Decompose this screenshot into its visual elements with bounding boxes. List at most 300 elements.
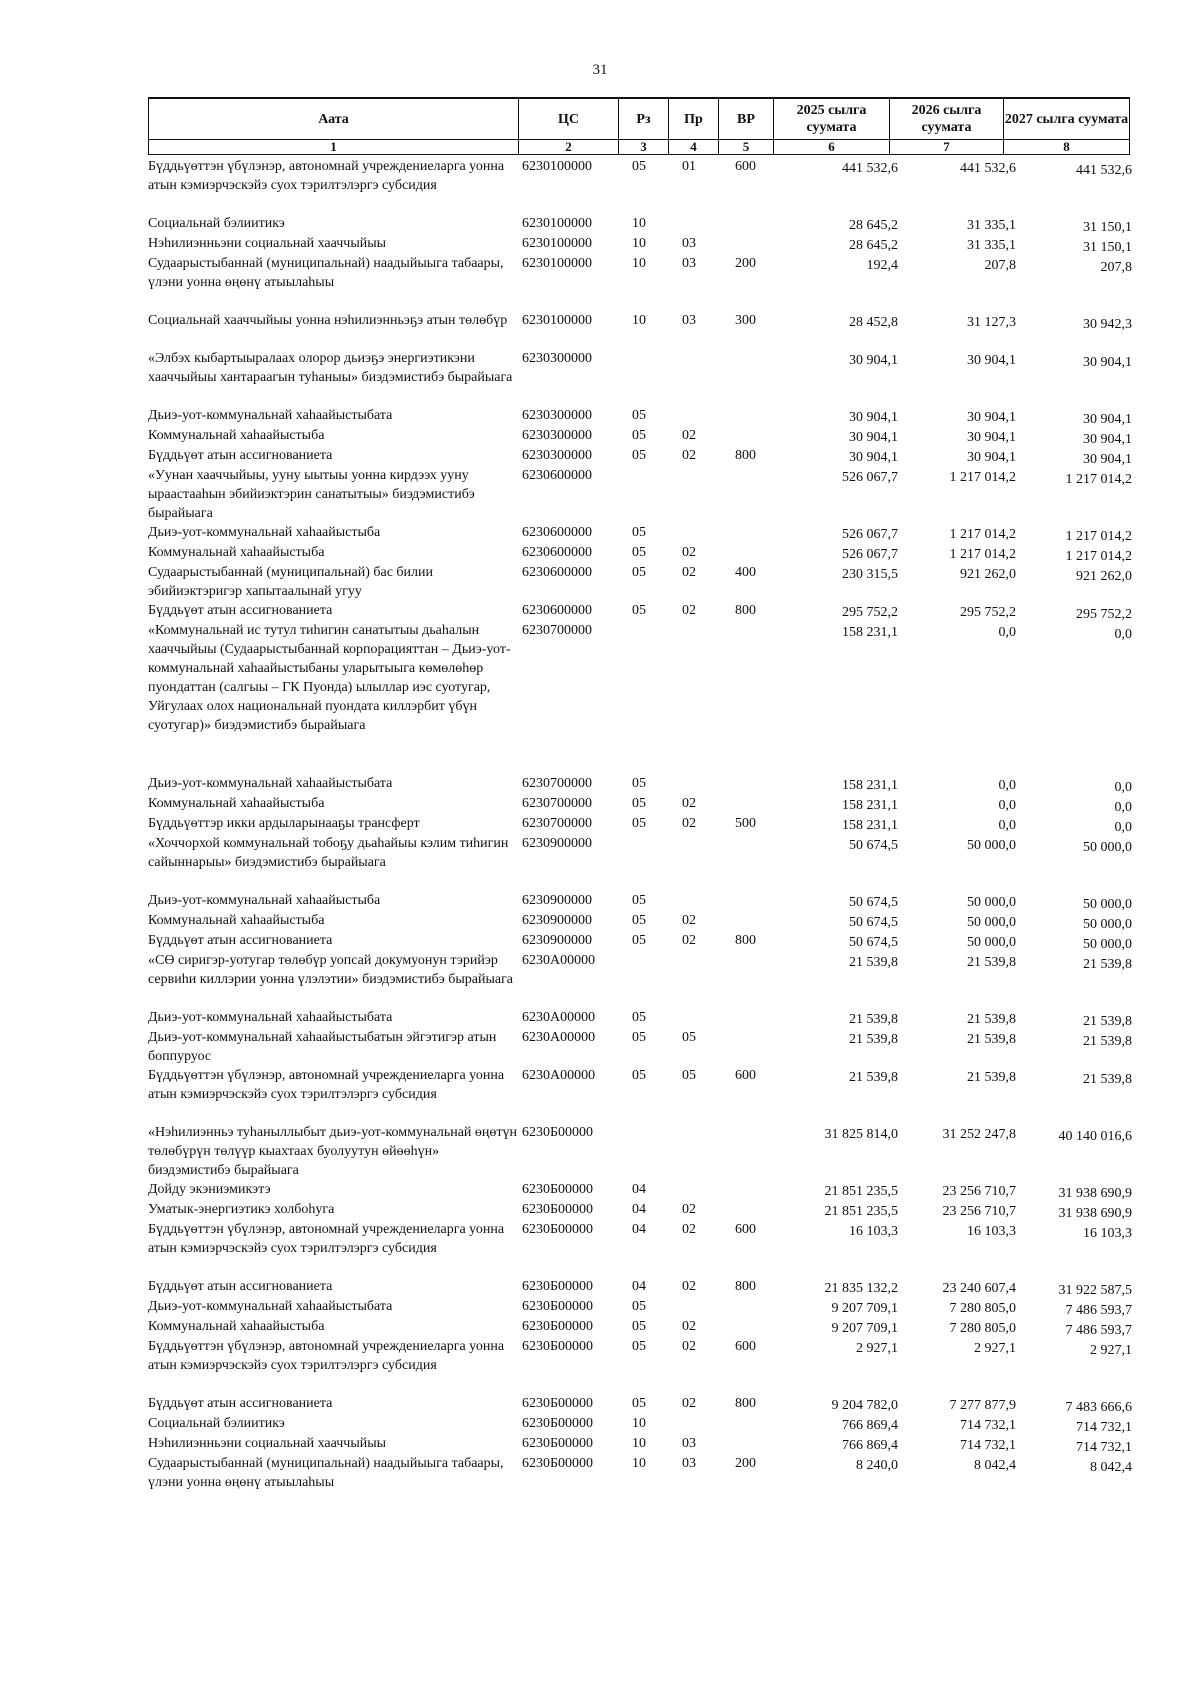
table-row <box>148 1200 1133 1220</box>
row-pr: 02 <box>682 1339 696 1354</box>
table-row <box>148 157 1133 214</box>
row-vr: 500 <box>735 816 756 831</box>
row-cs: 6230100000 <box>522 159 592 174</box>
row-name: Дьиэ-уот-коммунальнай хаһаайыстыбата <box>148 408 393 423</box>
row-2025: 21 851 235,5 <box>824 1204 898 1219</box>
table-row <box>148 774 1133 794</box>
row-2027: 7 486 593,7 <box>1065 1323 1132 1338</box>
row-cs: 6230Б00000 <box>522 1319 594 1334</box>
table-row <box>148 254 1133 311</box>
row-2026: 0,0 <box>998 798 1016 813</box>
row-2027: 30 942,3 <box>1083 317 1132 332</box>
row-2025: 28 452,8 <box>849 315 898 330</box>
row-rz: 05 <box>632 1068 646 1083</box>
row-2026: 295 752,2 <box>960 605 1016 620</box>
row-pr: 05 <box>682 1030 696 1045</box>
row-vr: 800 <box>735 1396 756 1411</box>
row-vr: 400 <box>735 565 756 580</box>
table-row <box>148 1434 1133 1454</box>
row-2025: 50 674,5 <box>849 915 898 930</box>
row-2025: 9 207 709,1 <box>831 1321 898 1336</box>
column-number: 4 <box>669 140 719 155</box>
row-name: «СӨ сиригэр-уотугар төлөбүр уопсай докумуонун тэрийэр сервиһи киллэрии уонна үлэлэтии» биэдэмистибэ бырайыага <box>148 953 514 987</box>
row-pr: 02 <box>682 816 696 831</box>
row-2025: 50 674,5 <box>849 895 898 910</box>
column-number: 3 <box>619 140 669 155</box>
table-row <box>148 1028 1133 1066</box>
row-2025: 295 752,2 <box>842 605 898 620</box>
row-2027: 714 732,1 <box>1076 1420 1132 1435</box>
row-2027: 31 938 690,9 <box>1058 1206 1132 1221</box>
row-cs: 6230600000 <box>522 565 592 580</box>
table-row <box>148 911 1133 931</box>
table-row <box>148 834 1133 891</box>
row-2027: 30 904,1 <box>1083 355 1132 370</box>
row-cs: 6230А00000 <box>522 953 596 968</box>
row-name: Бүддьүөт атын ассигнованиета <box>148 1279 333 1294</box>
table-body <box>148 157 1133 1492</box>
table-row <box>148 214 1133 234</box>
row-2026: 31 335,1 <box>967 218 1016 233</box>
row-pr: 02 <box>682 933 696 948</box>
row-name: Социальнай бэлиитикэ <box>148 216 285 231</box>
row-2027: 8 042,4 <box>1090 1460 1132 1475</box>
row-2025: 158 231,1 <box>842 798 898 813</box>
table-row <box>148 234 1133 254</box>
table-row <box>148 1337 1133 1394</box>
row-cs: 6230700000 <box>522 623 592 638</box>
row-name: Дьиэ-уот-коммунальнай хаһаайыстыбата <box>148 776 393 791</box>
row-2025: 30 904,1 <box>849 410 898 425</box>
row-name: Бүддьүөттэн үбүлэнэр, автономнай учреждениеларга уонна атын кэмиэрчэскэйэ суох тэрилтэлэргэ субсидия <box>148 1068 505 1102</box>
row-rz: 04 <box>632 1202 646 1217</box>
header-vr: ВР <box>719 98 774 140</box>
row-cs: 6230100000 <box>522 236 592 251</box>
row-rz: 05 <box>632 448 646 463</box>
row-cs: 6230900000 <box>522 893 592 908</box>
row-2025: 31 825 814,0 <box>824 1127 898 1142</box>
row-2027: 2 927,1 <box>1090 1343 1132 1358</box>
row-2027: 295 752,2 <box>1076 607 1132 622</box>
row-vr: 800 <box>735 603 756 618</box>
row-2026: 7 277 877,9 <box>949 1398 1016 1413</box>
row-2027: 31 938 690,9 <box>1058 1186 1132 1201</box>
row-2025: 766 869,4 <box>842 1418 898 1433</box>
row-2027: 7 486 593,7 <box>1065 1303 1132 1318</box>
row-name: Дьиэ-уот-коммунальнай хаһаайыстыбата <box>148 1010 393 1025</box>
row-2027: 1 217 014,2 <box>1065 529 1132 544</box>
row-2026: 16 103,3 <box>967 1224 1016 1239</box>
row-rz: 05 <box>632 1319 646 1334</box>
row-2027: 21 539,8 <box>1083 1034 1132 1049</box>
row-rz: 10 <box>632 1436 646 1451</box>
row-rz: 05 <box>632 408 646 423</box>
row-2025: 21 851 235,5 <box>824 1184 898 1199</box>
row-name: Коммунальнай хаһаайыстыба <box>148 913 325 928</box>
row-name: Бүддьүөттэн үбүлэнэр, автономнай учреждениеларга уонна атын кэмиэрчэскэйэ суох тэрилтэлэргэ субсидия <box>148 1339 505 1373</box>
row-cs: 6230300000 <box>522 408 592 423</box>
row-pr: 02 <box>682 1319 696 1334</box>
row-2025: 441 532,6 <box>842 161 898 176</box>
row-name: Дьиэ-уот-коммунальнай хаһаайыстыба <box>148 893 381 908</box>
row-2027: 16 103,3 <box>1083 1226 1132 1241</box>
row-name: Судаарыстыбаннай (муниципальнай) наадыйыыга табаары, үлэни уонна өңөнү атыылаһыы <box>148 1456 504 1490</box>
row-2026: 50 000,0 <box>967 915 1016 930</box>
row-name: Уматык-энергиэтикэ холбоһуга <box>148 1202 335 1217</box>
row-2027: 0,0 <box>1114 800 1132 815</box>
row-pr: 02 <box>682 1396 696 1411</box>
row-2025: 526 067,7 <box>842 527 898 542</box>
row-2026: 21 539,8 <box>967 1032 1016 1047</box>
row-rz: 10 <box>632 1416 646 1431</box>
row-cs: 6230600000 <box>522 468 592 483</box>
row-2025: 230 315,5 <box>842 567 898 582</box>
row-name: Судаарыстыбаннай (муниципальнай) бас билии эбийиэктэригэр хапытаалынай угуу <box>148 565 434 599</box>
row-pr: 02 <box>682 1222 696 1237</box>
row-2025: 21 539,8 <box>849 1070 898 1085</box>
row-2026: 30 904,1 <box>967 450 1016 465</box>
header-name: Аата <box>149 98 519 140</box>
row-name: Бүддьүөт атын ассигнованиета <box>148 603 333 618</box>
row-2027: 21 539,8 <box>1083 1014 1132 1029</box>
row-pr: 02 <box>682 428 696 443</box>
row-2025: 50 674,5 <box>849 838 898 853</box>
row-rz: 05 <box>632 933 646 948</box>
row-rz: 05 <box>632 1396 646 1411</box>
row-rz: 04 <box>632 1182 646 1197</box>
row-2026: 31 252 247,8 <box>942 1127 1016 1142</box>
row-cs: 6230Б00000 <box>522 1125 594 1140</box>
row-name: Дьиэ-уот-коммунальнай хаһаайыстыбатын эйгэтигэр атын боппуруос <box>148 1030 497 1064</box>
row-cs: 6230600000 <box>522 603 592 618</box>
page-number: 31 <box>592 62 608 78</box>
row-pr: 02 <box>682 913 696 928</box>
table-row <box>148 1220 1133 1277</box>
row-2027: 31 150,1 <box>1083 220 1132 235</box>
row-name: Коммунальнай хаһаайыстыба <box>148 428 325 443</box>
row-2026: 714 732,1 <box>960 1418 1016 1433</box>
table-row <box>148 1008 1133 1028</box>
row-2025: 158 231,1 <box>842 818 898 833</box>
row-name: Бүддьүөттэн үбүлэнэр, автономнай учреждениеларга уонна атын кэмиэрчэскэйэ суох тэрилтэлэргэ субсидия <box>148 159 505 193</box>
row-cs: 6230300000 <box>522 448 592 463</box>
row-cs: 6230900000 <box>522 933 592 948</box>
row-2025: 526 067,7 <box>842 470 898 485</box>
row-2026: 31 335,1 <box>967 238 1016 253</box>
row-2027: 50 000,0 <box>1083 917 1132 932</box>
row-cs: 6230100000 <box>522 313 592 328</box>
row-2026: 714 732,1 <box>960 1438 1016 1453</box>
row-vr: 600 <box>735 159 756 174</box>
row-2025: 9 207 709,1 <box>831 1301 898 1316</box>
row-2025: 8 240,0 <box>856 1458 898 1473</box>
row-2026: 0,0 <box>998 778 1016 793</box>
row-name: «Нэһилиэнньэ туһаныллыбыт дьиэ-уот-коммунальнай өңөтүн төлөбүрүн төлүүр кыахтаах буолуутун өйөөһүн» биэдэмистибэ бырайыага <box>148 1125 518 1178</box>
row-name: «Коммунальнай ис тутул тиһигин санатытыы дьаһалын хааччыйыы (Судаарыстыбаннай корпорацияттан – Дьиэ-уот-коммунальнай хаһаайыстыбаны уларытыыга көмөлөһөр пуондаттан (салгыы – ГК Пуонда) ылыллар иэс суотугар, Уйгулаах олох национальнай пуондата киллэрбит үбүн суотугар)» биэдэмистибэ бырайыага <box>148 623 511 733</box>
table-row <box>148 523 1133 543</box>
row-2025: 30 904,1 <box>849 353 898 368</box>
row-vr: 800 <box>735 933 756 948</box>
row-2026: 31 127,3 <box>967 315 1016 330</box>
row-2027: 31 922 587,5 <box>1058 1283 1132 1298</box>
row-2026: 0,0 <box>998 625 1016 640</box>
row-2027: 0,0 <box>1114 627 1132 642</box>
row-rz: 05 <box>632 1030 646 1045</box>
table-row <box>148 426 1133 446</box>
row-rz: 05 <box>632 603 646 618</box>
row-pr: 02 <box>682 1202 696 1217</box>
table-row <box>148 794 1133 814</box>
row-2026: 2 927,1 <box>974 1341 1016 1356</box>
row-rz: 05 <box>632 913 646 928</box>
table-row <box>148 563 1133 601</box>
table-row <box>148 1277 1133 1297</box>
row-cs: 6230Б00000 <box>522 1299 594 1314</box>
row-2026: 50 000,0 <box>967 935 1016 950</box>
header-cs: ЦС <box>519 98 619 140</box>
row-2026: 30 904,1 <box>967 430 1016 445</box>
row-cs: 6230Б00000 <box>522 1416 594 1431</box>
row-2025: 50 674,5 <box>849 935 898 950</box>
row-name: Коммунальнай хаһаайыстыба <box>148 796 325 811</box>
row-cs: 6230А00000 <box>522 1030 596 1045</box>
row-2026: 21 539,8 <box>967 1070 1016 1085</box>
table-row <box>148 1317 1133 1337</box>
row-2026: 7 280 805,0 <box>949 1321 1016 1336</box>
column-number: 7 <box>890 140 1004 155</box>
row-rz: 05 <box>632 545 646 560</box>
column-number: 6 <box>774 140 890 155</box>
row-rz: 05 <box>632 565 646 580</box>
row-2025: 28 645,2 <box>849 238 898 253</box>
table-row <box>148 601 1133 621</box>
row-2026: 21 539,8 <box>967 1012 1016 1027</box>
row-pr: 02 <box>682 796 696 811</box>
row-vr: 200 <box>735 256 756 271</box>
row-2026: 1 217 014,2 <box>949 547 1016 562</box>
row-cs: 6230Б00000 <box>522 1279 594 1294</box>
row-rz: 05 <box>632 796 646 811</box>
row-pr: 03 <box>682 236 696 251</box>
row-rz: 05 <box>632 1339 646 1354</box>
row-vr: 800 <box>735 448 756 463</box>
row-pr: 03 <box>682 1456 696 1471</box>
row-2025: 158 231,1 <box>842 778 898 793</box>
row-cs: 6230900000 <box>522 836 592 851</box>
row-cs: 6230Б00000 <box>522 1222 594 1237</box>
row-2026: 23 256 710,7 <box>942 1204 1016 1219</box>
row-rz: 04 <box>632 1222 646 1237</box>
row-2026: 1 217 014,2 <box>949 470 1016 485</box>
row-cs: 6230Б00000 <box>522 1182 594 1197</box>
row-rz: 10 <box>632 1456 646 1471</box>
row-cs: 6230700000 <box>522 796 592 811</box>
row-2025: 21 835 132,2 <box>824 1281 898 1296</box>
header-rz: Рз <box>619 98 669 140</box>
row-2026: 1 217 014,2 <box>949 527 1016 542</box>
row-cs: 6230300000 <box>522 351 592 366</box>
row-2027: 21 539,8 <box>1083 1072 1132 1087</box>
row-cs: 6230700000 <box>522 776 592 791</box>
row-name: Нэһилиэнньэни социальнай хааччыйыы <box>148 236 387 251</box>
row-name: Дойду экэниэмикэтэ <box>148 1182 271 1197</box>
row-rz: 05 <box>632 159 646 174</box>
row-name: Коммунальнай хаһаайыстыба <box>148 545 325 560</box>
row-2025: 28 645,2 <box>849 218 898 233</box>
table-row <box>148 1123 1133 1180</box>
row-2027: 50 000,0 <box>1083 840 1132 855</box>
row-pr: 02 <box>682 545 696 560</box>
header-2026: 2026 сылга суумата <box>890 98 1004 140</box>
row-2027: 1 217 014,2 <box>1065 472 1132 487</box>
row-vr: 600 <box>735 1222 756 1237</box>
row-cs: 6230А00000 <box>522 1010 596 1025</box>
row-2027: 21 539,8 <box>1083 957 1132 972</box>
row-name: Социальнай бэлиитикэ <box>148 1416 285 1431</box>
table-row <box>148 951 1133 1008</box>
row-2027: 1 217 014,2 <box>1065 549 1132 564</box>
row-name: Социальнай хааччыйыы уонна нэһилиэнньэҕэ атын төлөбүр <box>148 313 508 328</box>
row-pr: 03 <box>682 256 696 271</box>
row-rz: 05 <box>632 1010 646 1025</box>
row-cs: 6230Б00000 <box>522 1436 594 1451</box>
row-vr: 800 <box>735 1279 756 1294</box>
row-2026: 23 240 607,4 <box>942 1281 1016 1296</box>
row-cs: 6230Б00000 <box>522 1202 594 1217</box>
table-row <box>148 349 1133 406</box>
column-number: 1 <box>149 140 519 155</box>
column-number: 5 <box>719 140 774 155</box>
row-2025: 2 927,1 <box>856 1341 898 1356</box>
row-2026: 921 262,0 <box>960 567 1016 582</box>
row-rz: 10 <box>632 216 646 231</box>
row-cs: 6230Б00000 <box>522 1339 594 1354</box>
table-row <box>148 1414 1133 1434</box>
row-name: Бүддьүөт атын ассигнованиета <box>148 933 333 948</box>
row-rz: 05 <box>632 776 646 791</box>
row-rz: 10 <box>632 313 646 328</box>
row-2026: 30 904,1 <box>967 353 1016 368</box>
row-rz: 04 <box>632 1279 646 1294</box>
row-pr: 03 <box>682 313 696 328</box>
row-name: Бүддьүөттэн үбүлэнэр, автономнай учреждениеларга уонна атын кэмиэрчэскэйэ суох тэрилтэлэргэ субсидия <box>148 1222 505 1256</box>
row-name: «Хоччорхой коммунальнай тобоҕу дьаһайыы кэлим тиһигин сайыннарыы» биэдэмистибэ бырайыага <box>148 836 509 870</box>
row-pr: 03 <box>682 1436 696 1451</box>
row-pr: 02 <box>682 448 696 463</box>
row-pr: 05 <box>682 1068 696 1083</box>
table-row <box>148 311 1133 349</box>
row-rz: 10 <box>632 256 646 271</box>
row-name: Судаарыстыбаннай (муниципальнай) наадыйыыга табаары, үлэни уонна өңөнү атыылаһыы <box>148 256 504 290</box>
row-2025: 192,4 <box>866 258 898 273</box>
row-2026: 23 256 710,7 <box>942 1184 1016 1199</box>
table-row <box>148 406 1133 426</box>
row-2025: 21 539,8 <box>849 1032 898 1047</box>
row-2026: 21 539,8 <box>967 955 1016 970</box>
row-rz: 05 <box>632 428 646 443</box>
row-name: «Уунан хааччыйыы, ууну ыытыы уонна кирдээх ууну ыраастааһын эбийиэктэрин санатытыы» биэдэмистибэ бырайыага <box>148 468 475 521</box>
table-row <box>148 621 1133 774</box>
row-2026: 441 532,6 <box>960 161 1016 176</box>
table-row <box>148 1297 1133 1317</box>
row-vr: 200 <box>735 1456 756 1471</box>
row-rz: 05 <box>632 816 646 831</box>
row-2025: 766 869,4 <box>842 1438 898 1453</box>
table-header <box>148 97 1130 155</box>
row-2027: 30 904,1 <box>1083 432 1132 447</box>
row-name: Дьиэ-уот-коммунальнай хаһаайыстыбата <box>148 1299 393 1314</box>
row-name: Коммунальнай хаһаайыстыба <box>148 1319 325 1334</box>
row-name: Бүддьүөт атын ассигнованиета <box>148 1396 333 1411</box>
table-row <box>148 891 1133 911</box>
row-cs: 6230600000 <box>522 545 592 560</box>
row-2026: 30 904,1 <box>967 410 1016 425</box>
header-2025: 2025 сылга суумата <box>774 98 890 140</box>
row-cs: 6230600000 <box>522 525 592 540</box>
row-2027: 50 000,0 <box>1083 897 1132 912</box>
column-number: 8 <box>1004 140 1130 155</box>
row-rz: 05 <box>632 1299 646 1314</box>
row-vr: 600 <box>735 1339 756 1354</box>
row-2025: 9 204 782,0 <box>831 1398 898 1413</box>
row-pr: 02 <box>682 603 696 618</box>
row-name: Нэһилиэнньэни социальнай хааччыйыы <box>148 1436 387 1451</box>
row-2026: 8 042,4 <box>974 1458 1016 1473</box>
header-2027: 2027 сылга суумата <box>1004 98 1130 140</box>
row-2026: 7 280 805,0 <box>949 1301 1016 1316</box>
row-name: Бүддьүөт атын ассигнованиета <box>148 448 333 463</box>
row-2027: 207,8 <box>1100 260 1132 275</box>
row-2025: 526 067,7 <box>842 547 898 562</box>
row-cs: 6230100000 <box>522 216 592 231</box>
row-cs: 6230900000 <box>522 913 592 928</box>
table-row <box>148 543 1133 563</box>
row-2027: 40 140 016,6 <box>1058 1129 1132 1144</box>
row-cs: 6230700000 <box>522 816 592 831</box>
row-2027: 31 150,1 <box>1083 240 1132 255</box>
row-2025: 30 904,1 <box>849 430 898 445</box>
row-cs: 6230100000 <box>522 256 592 271</box>
row-2027: 30 904,1 <box>1083 452 1132 467</box>
header-pr: Пр <box>669 98 719 140</box>
row-name: «Элбэх кыбартыыралаах олорор дьиэҕэ энергиэтикэни хааччыйыы хантараагын туһаныы» биэдэмистибэ бырайыага <box>148 351 513 385</box>
table-row <box>148 1180 1133 1200</box>
row-2025: 21 539,8 <box>849 955 898 970</box>
table-row <box>148 446 1133 466</box>
row-rz: 10 <box>632 236 646 251</box>
row-2027: 0,0 <box>1114 780 1132 795</box>
row-2025: 158 231,1 <box>842 625 898 640</box>
table-row <box>148 466 1133 523</box>
row-2026: 50 000,0 <box>967 838 1016 853</box>
row-vr: 600 <box>735 1068 756 1083</box>
table-row <box>148 1066 1133 1123</box>
row-pr: 02 <box>682 1279 696 1294</box>
row-2027: 50 000,0 <box>1083 937 1132 952</box>
table-row <box>148 814 1133 834</box>
row-pr: 01 <box>682 159 696 174</box>
row-2027: 921 262,0 <box>1076 569 1132 584</box>
row-2027: 30 904,1 <box>1083 412 1132 427</box>
table-row <box>148 1394 1133 1414</box>
row-2026: 0,0 <box>998 818 1016 833</box>
row-cs: 6230Б00000 <box>522 1456 594 1471</box>
row-rz: 05 <box>632 525 646 540</box>
row-name: Бүддьүөттэр икки ардыларынааҕы трансферт <box>148 816 420 831</box>
row-2025: 30 904,1 <box>849 450 898 465</box>
row-cs: 6230300000 <box>522 428 592 443</box>
row-2027: 7 483 666,6 <box>1065 1400 1132 1415</box>
